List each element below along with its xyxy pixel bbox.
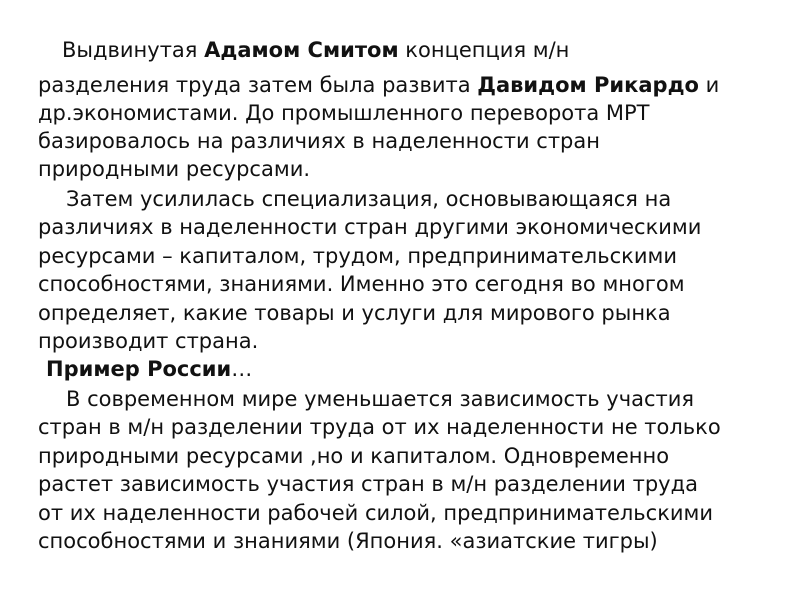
bold-name-ricardo: Давидом Рикардо (477, 73, 699, 97)
paragraph-3-line-6: способностями и знаниями (Япония. «азиатские тигры) (38, 529, 658, 553)
paragraph-3-line-4: растет зависимость участия стран в м/н разделении труда (38, 472, 699, 496)
paragraph-1-line-3: др.экономистами. До промышленного переворота МРТ (38, 101, 650, 125)
paragraph-3-line-5: от их наделенности рабочей силой, предпринимательскими (38, 501, 714, 525)
paragraph-2-line-2: различиях в наделенности стран другими экономическими (38, 215, 702, 239)
bold-name-smith: Адамом Смитом (204, 38, 399, 62)
text-run: концепция м/н (398, 38, 570, 62)
text-run: разделения труда затем была развита (38, 73, 478, 97)
ellipsis: … (231, 357, 253, 381)
example-heading (46, 356, 252, 383)
paragraph-2-line-1: Затем усилилась специализация, основывающаяся на (66, 187, 672, 211)
paragraph-2-line-6: производит страна. (38, 329, 259, 353)
paragraph-1-line-1 (62, 37, 569, 64)
paragraph-1-line-2 (38, 72, 719, 99)
paragraph-2-line-4: способностями, знаниями. Именно это сегодня во многом (38, 272, 685, 296)
paragraph-3-line-3: природными ресурсами ,но и капиталом. Одновременно (38, 444, 670, 468)
paragraph-1-line-4: базировалось на различиях в наделенности стран (38, 129, 600, 153)
paragraph-2-line-3: ресурсами – капиталом, трудом, предпринимательскими (38, 244, 677, 268)
text-run: Выдвинутая (62, 38, 205, 62)
paragraph-1-line-5: природными ресурсами. (38, 157, 311, 181)
text-run: и (698, 73, 720, 97)
paragraph-3-line-1: В современном мире уменьшается зависимость участия (66, 387, 695, 411)
example-heading-bold: Пример России (46, 357, 232, 381)
paragraph-3-line-2: стран в м/н разделении труда от их наделенности не только (38, 415, 721, 439)
paragraph-2-line-5: определяет, какие товары и услуги для мирового рынка (38, 301, 671, 325)
